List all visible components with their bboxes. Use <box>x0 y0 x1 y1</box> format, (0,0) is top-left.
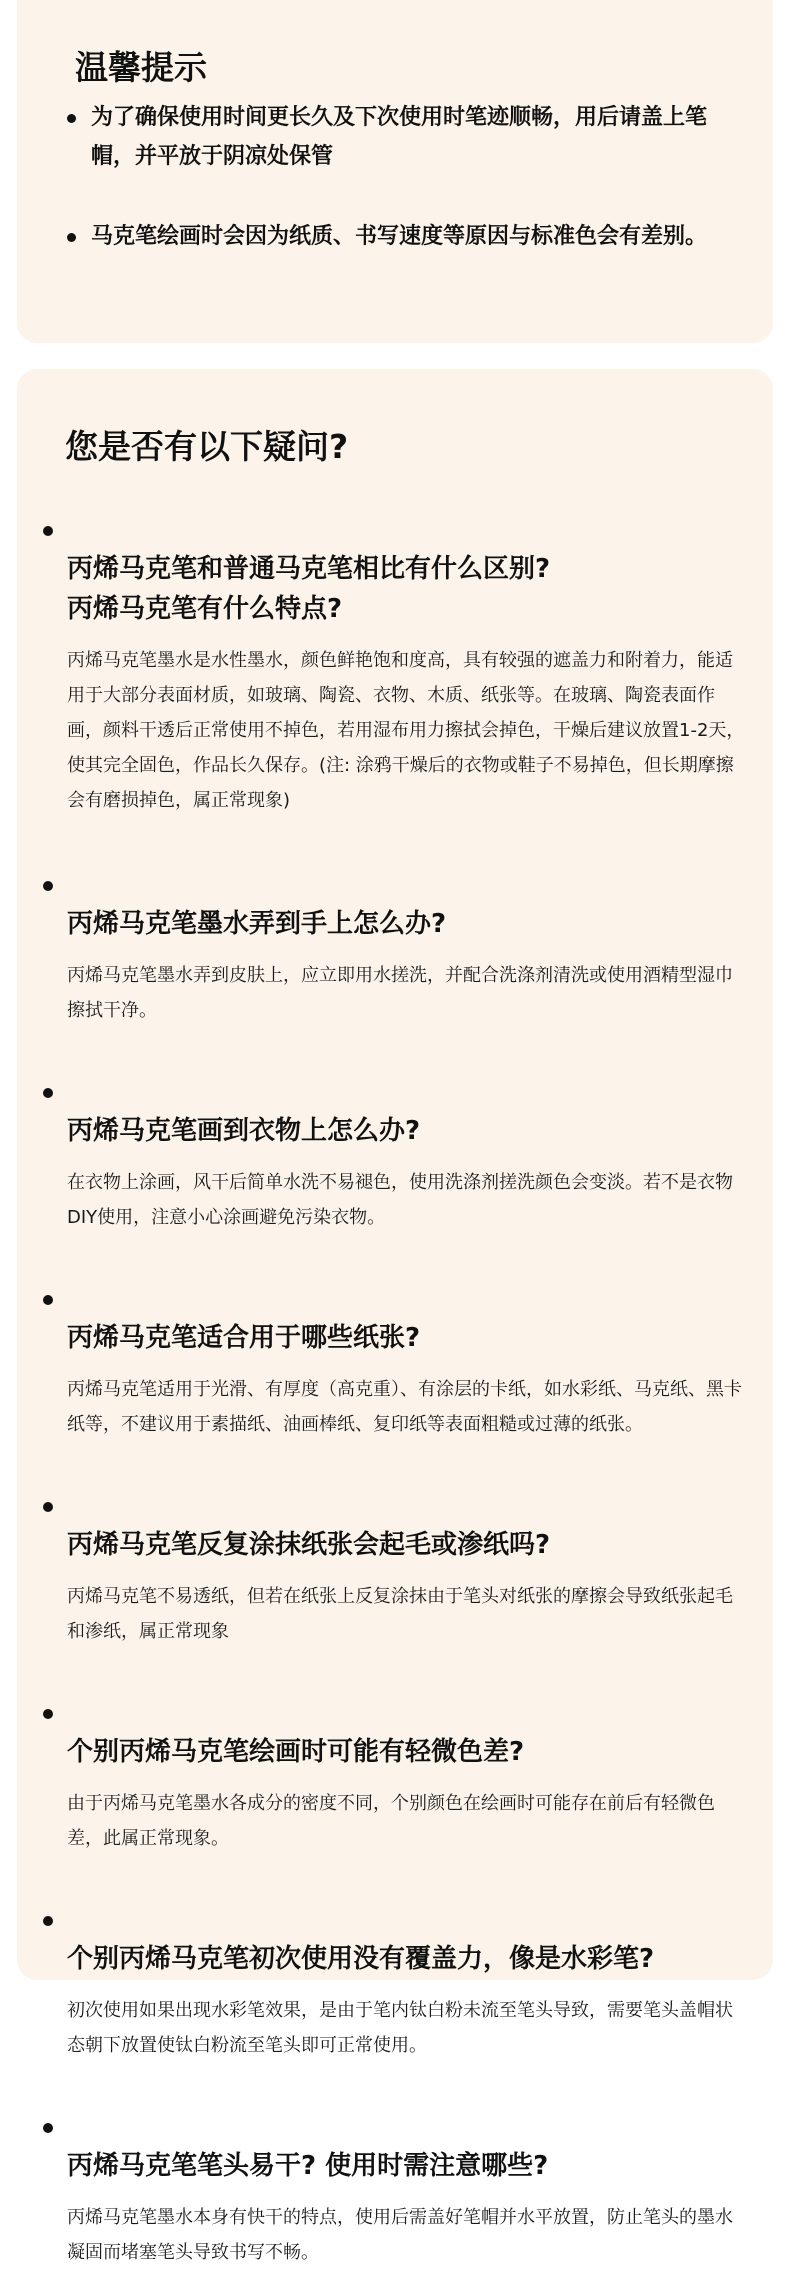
bullet-dot <box>43 1502 53 1512</box>
faq-item <box>43 864 753 1028</box>
tips-card <box>17 0 773 343</box>
faq-item <box>43 1071 753 1235</box>
faq-question <box>43 509 753 629</box>
tip-item <box>67 217 747 256</box>
faq-question <box>43 864 753 944</box>
faq-question-text: 丙烯马克笔和普通马克笔相比有什么区别? 丙烯马克笔有什么特点? <box>67 554 551 624</box>
bullet-dot <box>43 2123 53 2133</box>
faq-item <box>43 2106 753 2270</box>
faq-item <box>43 1899 753 2063</box>
bullet-dot <box>67 114 76 123</box>
faq-answer: 丙烯马克笔适用于光滑、有厚度（高克重）、有涂层的卡纸，如水彩纸、马克纸、黑卡纸等，不建议用于素描纸、油画棒纸、复印纸等表面粗糙或过薄的纸张。 <box>67 1379 742 1435</box>
faq-answer: 丙烯马克笔不易透纸，但若在纸张上反复涂抹由于笔头对纸张的摩擦会导致纸张起毛和渗纸，属正常现象 <box>67 1586 733 1642</box>
bullet-dot <box>43 526 53 536</box>
faq-question-text: 丙烯马克笔画到衣物上怎么办? <box>67 1116 421 1146</box>
bullet-dot <box>43 1295 53 1305</box>
faq-question-text: 丙烯马克笔墨水弄到手上怎么办? <box>67 909 447 939</box>
faq-list <box>43 509 753 2270</box>
tip-item <box>67 98 747 176</box>
faq-question-text: 个别丙烯马克笔绘画时可能有轻微色差? <box>67 1737 525 1767</box>
faq-answer: 丙烯马克笔墨水本身有快干的特点，使用后需盖好笔帽并水平放置，防止笔头的墨水凝固而堵塞笔头导致书写不畅。 <box>67 2207 733 2263</box>
faq-answer: 丙烯马克笔墨水弄到皮肤上，应立即用水搓洗，并配合洗涤剂清洗或使用酒精型湿巾擦拭干净。 <box>67 965 733 1021</box>
faq-question <box>43 1071 753 1151</box>
faq-question-text: 丙烯马克笔笔头易干? 使用时需注意哪些? <box>67 2151 549 2181</box>
bullet-dot <box>43 1709 53 1719</box>
faq-answer: 初次使用如果出现水彩笔效果，是由于笔内钛白粉未流至笔头导致，需要笔头盖帽状态朝下放置使钛白粉流至笔头即可正常使用。 <box>67 2000 733 2056</box>
tips-title: 温馨提示 <box>75 48 207 87</box>
faq-answer: 由于丙烯马克笔墨水各成分的密度不同，个别颜色在绘画时可能存在前后有轻微色差，此属正常现象。 <box>67 1793 715 1849</box>
faq-question <box>43 1899 753 1979</box>
bullet-dot <box>43 1088 53 1098</box>
faq-question <box>43 1278 753 1358</box>
bullet-dot <box>67 233 76 242</box>
faq-question <box>43 1485 753 1565</box>
faq-answer: 丙烯马克笔墨水是水性墨水，颜色鲜艳饱和度高，具有较强的遮盖力和附着力，能适用于大部分表面材质，如玻璃、陶瓷、衣物、木质、纸张等。在玻璃、陶瓷表面作画，颜料干透后正常使用不掉色，若用湿布用力擦拭会掉色，干燥后建议放置1-2天，使其完全固色，作品长久保存。(注: 涂鸦干燥后的衣物或鞋子不易掉色，但长期摩擦会有磨损掉色，属正常现象) <box>67 650 745 811</box>
faq-card <box>17 369 773 2263</box>
bullet-dot <box>43 1916 53 1926</box>
faq-item <box>43 509 753 818</box>
bullet-dot <box>43 881 53 891</box>
faq-question-text: 丙烯马克笔反复涂抹纸张会起毛或渗纸吗? <box>67 1530 551 1560</box>
faq-item <box>43 1692 753 1856</box>
faq-title: 您是否有以下疑问? <box>65 427 349 466</box>
faq-question <box>43 1692 753 1772</box>
faq-item <box>43 1485 753 1649</box>
faq-item <box>43 1278 753 1442</box>
tip-text: 为了确保使用时间更长久及下次使用时笔迹顺畅，用后请盖上笔帽，并平放于阴凉处保管 <box>91 105 708 169</box>
faq-answer: 在衣物上涂画，风干后简单水洗不易褪色，使用洗涤剂搓洗颜色会变淡。若不是衣物DIY使用，注意小心涂画避免污染衣物。 <box>67 1172 733 1228</box>
faq-question <box>43 2106 753 2186</box>
faq-question-text: 个别丙烯马克笔初次使用没有覆盖力，像是水彩笔? <box>67 1944 655 1974</box>
tip-text: 马克笔绘画时会因为纸质、书写速度等原因与标准色会有差别。 <box>91 224 708 249</box>
faq-question-text: 丙烯马克笔适合用于哪些纸张? <box>67 1323 421 1353</box>
